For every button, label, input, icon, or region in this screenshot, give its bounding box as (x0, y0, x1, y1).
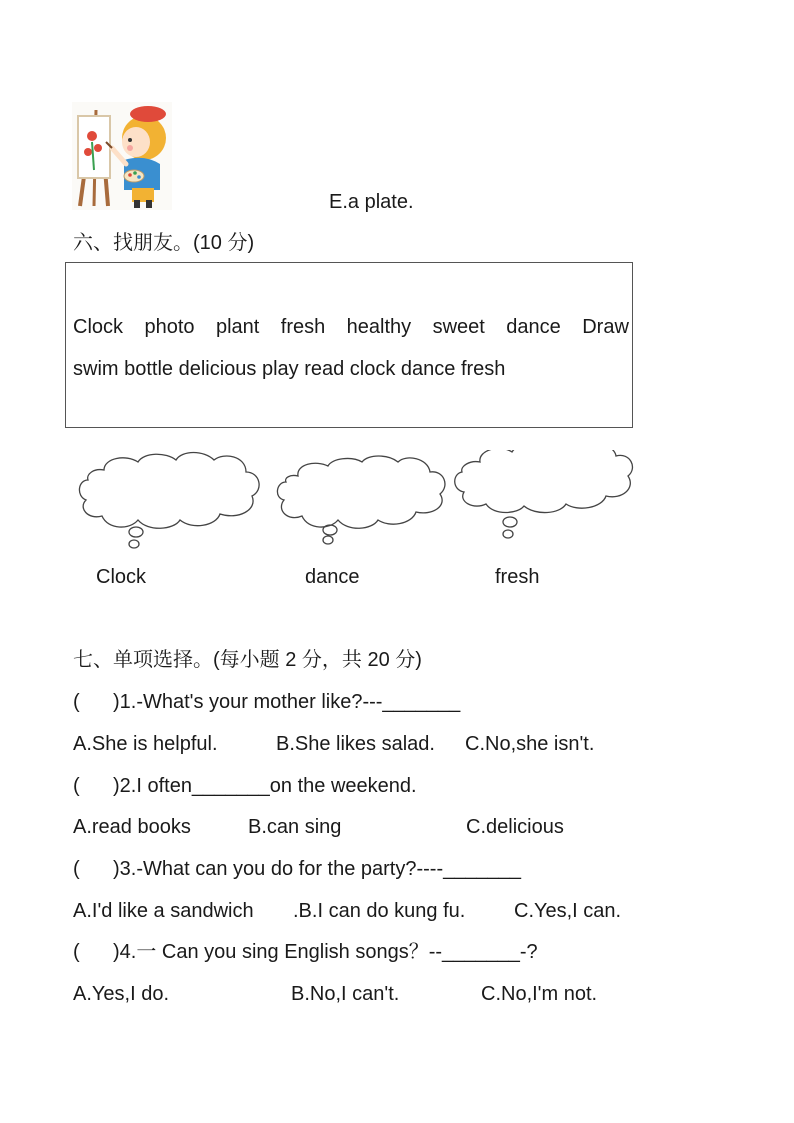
word-item: photo (144, 316, 195, 338)
question-1-stem: ( )1.-What's your mother like?---_______ (73, 691, 461, 713)
thought-cloud-icon (277, 456, 445, 544)
question-1-option-c: C.No,she isn't. (465, 733, 595, 755)
word-bank-line-1 (73, 315, 629, 339)
word-item: fresh (280, 316, 326, 338)
question-2-stem: ( )2.I often_______on the weekend. (73, 775, 417, 797)
word-item: plant (215, 316, 260, 338)
question-3-option-c: C.Yes,I can. (514, 900, 622, 922)
word-bank-box (65, 262, 633, 428)
thought-clouds (74, 450, 640, 554)
thought-cloud-icon (79, 453, 259, 549)
word-item: sweet (432, 316, 485, 338)
question-4-stem: ( )4.一 Can you sing English songs？--_______-? (73, 941, 538, 963)
question-2-option-b: B.can sing (248, 816, 342, 838)
question-3-option-a: A.I'd like a sandwich (73, 900, 254, 922)
section-7-heading: 七、单项选择。(每小题 2 分，共 20 分) (73, 649, 422, 671)
cloud-label-fresh: fresh (495, 566, 540, 588)
word-item: Draw (582, 316, 629, 338)
section-6-heading: 六、找朋友。(10 分) (73, 232, 255, 254)
question-2-option-c: C.delicious (466, 816, 564, 838)
word-bank-line-2: swim bottle delicious play read clock dance fresh (73, 358, 506, 380)
question-1-option-b: B.She likes salad. (276, 733, 435, 755)
question-4-option-c: C.No,I'm not. (481, 983, 598, 1005)
painting-girl-illustration (72, 102, 172, 210)
question-1-option-a: A.She is helpful. (73, 733, 218, 755)
word-item: dance (506, 316, 561, 338)
option-e-text: E.a plate. (329, 191, 414, 213)
question-2-option-a: A.read books (73, 816, 191, 838)
cloud-label-clock: Clock (96, 566, 147, 588)
word-item: healthy (346, 316, 412, 338)
question-3-option-b: .B.I can do kung fu. (293, 900, 466, 922)
cloud-label-dance: dance (305, 566, 360, 588)
question-4-option-a: A.Yes,I do. (73, 983, 169, 1005)
question-4-option-b: B.No,I can't. (291, 983, 400, 1005)
thought-cloud-icon (455, 450, 633, 538)
word-item: Clock (73, 316, 124, 338)
question-3-stem: ( )3.-What can you do for the party?----_______ (73, 858, 521, 880)
